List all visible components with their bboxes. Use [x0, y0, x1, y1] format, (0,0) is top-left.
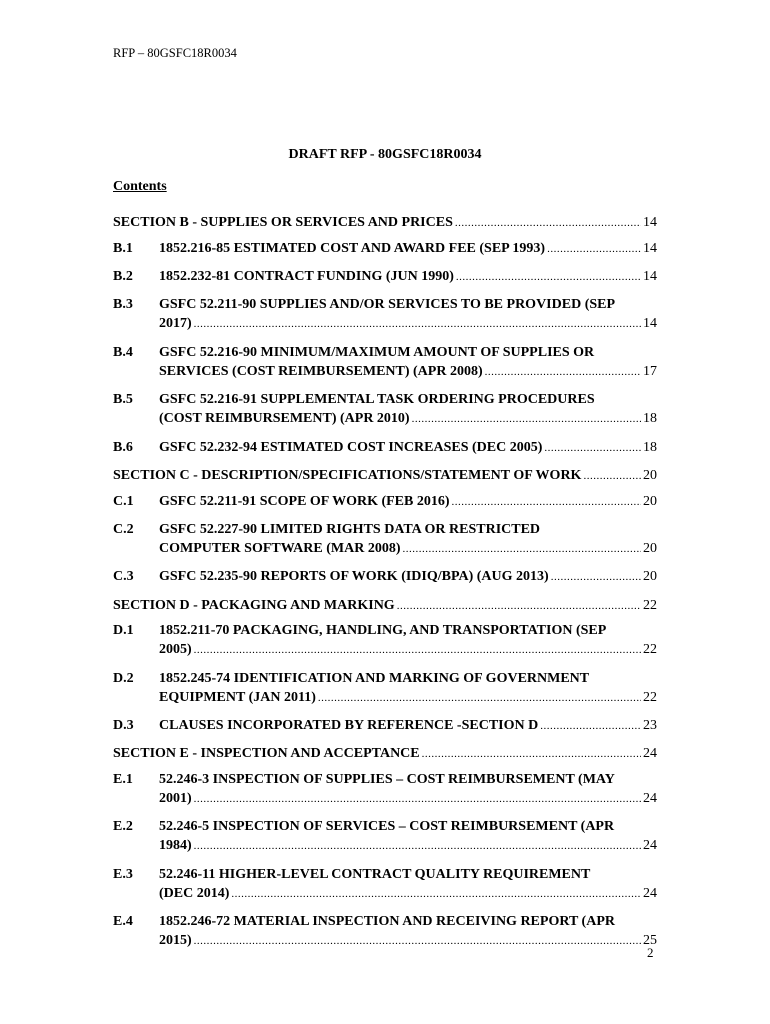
toc-entry-title: 2017)	[159, 316, 192, 332]
toc-entry-title: 2005)	[159, 642, 192, 658]
toc-entry-body	[159, 567, 657, 587]
toc-entry-number: D.2	[113, 670, 134, 686]
toc-entry-body	[159, 239, 657, 259]
toc-page-number: 24	[643, 838, 657, 854]
toc-entry-number: D.1	[113, 623, 134, 639]
toc-entry-body	[159, 621, 657, 660]
toc-dot-leader	[455, 214, 641, 233]
toc-page-number: 18	[643, 439, 657, 455]
toc-page-number: 20	[643, 467, 657, 483]
page-number: 2	[647, 945, 654, 960]
toc-page-number: 23	[643, 718, 657, 734]
toc-entry-title: (COST REIMBURSEMENT) (APR 2010)	[159, 411, 410, 427]
document-title: DRAFT RFP - 80GSFC18R0034	[288, 147, 482, 162]
toc-entry-number: E.4	[113, 914, 133, 930]
toc-dot-leader	[403, 540, 642, 559]
toc-dot-leader	[194, 315, 641, 334]
toc-section-entry[interactable]	[113, 596, 657, 616]
contents-heading: Contents	[113, 179, 167, 194]
toc-entry-number: B.6	[113, 439, 133, 455]
toc-entry-body	[159, 520, 657, 559]
toc-dot-leader	[551, 568, 641, 587]
toc-entry-title: SECTION B - SUPPLIES OR SERVICES AND PRICES	[113, 215, 453, 230]
running-header: RFP – 80GSFC18R0034	[113, 46, 237, 60]
toc-entry-line	[159, 362, 657, 382]
toc-dot-leader	[485, 363, 641, 382]
toc-entry-body	[159, 669, 657, 708]
toc-entry-line	[159, 716, 657, 736]
toc-entry-line	[159, 438, 657, 458]
toc-entry-body	[113, 213, 657, 233]
toc-entry-number: C.1	[113, 493, 134, 509]
toc-entry-title: GSFC 52.227-90 LIMITED RIGHTS DATA OR RESTRICTED	[159, 521, 541, 537]
toc-entry-title: 1852.245-74 IDENTIFICATION AND MARKING OF GOVERNMENT	[159, 670, 590, 686]
toc-dot-leader	[412, 410, 641, 429]
toc-entry-number: E.1	[113, 772, 133, 788]
toc-page-number: 14	[643, 240, 657, 256]
toc-page-number: 14	[643, 316, 657, 332]
toc-dot-leader	[194, 932, 641, 951]
toc-entry-line	[159, 884, 657, 904]
toc-clause-entry[interactable]	[113, 621, 657, 660]
table-of-contents	[113, 213, 657, 960]
toc-entry-body	[159, 295, 657, 334]
toc-entry-title: 52.246-3 INSPECTION OF SUPPLIES – COST REIMBURSEMENT (MAY	[159, 772, 615, 788]
toc-page-number: 20	[643, 540, 657, 556]
toc-clause-entry[interactable]	[113, 865, 657, 904]
toc-entry-line	[159, 836, 657, 856]
toc-dot-leader	[456, 268, 641, 287]
toc-page-number: 17	[643, 363, 657, 379]
toc-dot-leader	[540, 717, 641, 736]
toc-dot-leader	[194, 790, 641, 809]
toc-page-number: 20	[643, 493, 657, 509]
toc-clause-entry[interactable]	[113, 390, 657, 429]
toc-entry-number: B.4	[113, 344, 133, 360]
toc-entry-title: 52.246-5 INSPECTION OF SERVICES – COST REIMBURSEMENT (APR	[159, 819, 615, 835]
toc-section-entry[interactable]	[113, 744, 657, 764]
toc-page-number: 14	[643, 268, 657, 284]
toc-dot-leader	[397, 597, 641, 616]
toc-clause-entry[interactable]	[113, 295, 657, 334]
toc-dot-leader	[544, 439, 641, 458]
toc-entry-line	[159, 688, 657, 708]
toc-entry-line	[159, 343, 657, 362]
toc-entry-body	[113, 596, 657, 616]
toc-entry-title: GSFC 52.232-94 ESTIMATED COST INCREASES (DEC 2005)	[159, 439, 543, 455]
toc-entry-title: SECTION E - INSPECTION AND ACCEPTANCE	[113, 746, 420, 762]
toc-entry-line	[159, 865, 657, 884]
toc-entry-title: 1984)	[159, 838, 192, 854]
toc-clause-entry[interactable]	[113, 492, 657, 512]
toc-entry-line	[159, 931, 657, 951]
toc-dot-leader	[547, 240, 641, 259]
toc-page-number: 25	[643, 933, 657, 949]
toc-entry-title: 2001)	[159, 791, 192, 807]
toc-section-entry[interactable]	[113, 466, 657, 486]
toc-entry-number: B.2	[113, 268, 133, 284]
toc-page-number: 22	[643, 597, 657, 613]
toc-clause-entry[interactable]	[113, 716, 657, 736]
toc-entry-title: 1852.232-81 CONTRACT FUNDING (JUN 1990)	[159, 268, 454, 284]
toc-entry-title: 52.246-11 HIGHER-LEVEL CONTRACT QUALITY REQUIREMENT	[159, 866, 591, 882]
toc-page-number: 18	[643, 411, 657, 427]
toc-entry-line	[159, 314, 657, 334]
toc-clause-entry[interactable]	[113, 239, 657, 259]
toc-entry-line	[159, 390, 657, 409]
toc-entry-title: 1852.216-85 ESTIMATED COST AND AWARD FEE (SEP 1993)	[159, 240, 546, 256]
toc-entry-number: E.2	[113, 819, 133, 835]
toc-entry-body	[159, 438, 657, 458]
toc-dot-leader	[318, 689, 641, 708]
toc-entry-body	[159, 343, 657, 382]
toc-dot-leader	[231, 885, 641, 904]
toc-entry-title: 1852.211-70 PACKAGING, HANDLING, AND TRANSPORTATION (SEP	[159, 623, 607, 639]
toc-entry-body	[159, 865, 657, 904]
toc-page-number: 22	[643, 642, 657, 658]
toc-clause-entry[interactable]	[113, 567, 657, 587]
toc-page-number: 22	[643, 689, 657, 705]
toc-entry-title: GSFC 52.216-91 SUPPLEMENTAL TASK ORDERING PROCEDURES	[159, 392, 595, 408]
toc-entry-line	[113, 466, 657, 486]
toc-entry-line	[159, 789, 657, 809]
toc-entry-line	[159, 520, 657, 539]
toc-entry-number: D.3	[113, 718, 134, 734]
toc-page-number: 24	[643, 746, 657, 762]
toc-entry-title: GSFC 52.211-90 SUPPLIES AND/OR SERVICES TO BE PROVIDED (SEP	[159, 297, 616, 313]
toc-entry-title: COMPUTER SOFTWARE (MAR 2008)	[159, 540, 401, 556]
toc-entry-title: CLAUSES INCORPORATED BY REFERENCE -SECTION D	[159, 718, 539, 734]
toc-entry-body	[159, 817, 657, 856]
toc-entry-line	[159, 239, 657, 259]
toc-entry-body	[159, 267, 657, 287]
toc-entry-title: SECTION C - DESCRIPTION/SPECIFICATIONS/STATEMENT OF WORK	[113, 467, 582, 483]
toc-dot-leader	[194, 641, 641, 660]
toc-entry-line	[159, 817, 657, 836]
toc-page-number: 24	[643, 791, 657, 807]
toc-entry-line	[159, 492, 657, 512]
toc-entry-body	[159, 716, 657, 736]
toc-clause-entry[interactable]	[113, 438, 657, 458]
toc-entry-body	[113, 744, 657, 764]
toc-entry-title: EQUIPMENT (JAN 2011)	[159, 689, 316, 705]
toc-entry-body	[159, 770, 657, 809]
toc-entry-line	[113, 596, 657, 616]
toc-entry-line	[159, 640, 657, 660]
toc-clause-entry[interactable]	[113, 267, 657, 287]
toc-dot-leader	[583, 467, 641, 486]
toc-entry-line	[159, 267, 657, 287]
toc-clause-entry[interactable]	[113, 343, 657, 382]
toc-entry-title: 2015)	[159, 933, 192, 949]
toc-dot-leader	[452, 493, 641, 512]
toc-entry-body	[159, 390, 657, 429]
toc-dot-leader	[422, 745, 641, 764]
toc-entry-number: B.3	[113, 297, 133, 313]
toc-entry-body	[113, 466, 657, 486]
toc-entry-line	[113, 213, 657, 233]
toc-entry-title: 1852.246-72 MATERIAL INSPECTION AND RECEIVING REPORT (APR	[159, 914, 615, 930]
toc-entry-line	[159, 295, 657, 314]
toc-clause-entry[interactable]	[113, 817, 657, 856]
toc-clause-entry[interactable]	[113, 770, 657, 809]
toc-dot-leader	[194, 837, 641, 856]
toc-entry-number: B.5	[113, 392, 133, 408]
toc-entry-body	[159, 492, 657, 512]
toc-clause-entry[interactable]	[113, 520, 657, 559]
toc-entry-title: SECTION D - PACKAGING AND MARKING	[113, 597, 395, 613]
toc-entry-line	[113, 744, 657, 764]
toc-entry-title: GSFC 52.216-90 MINIMUM/MAXIMUM AMOUNT OF SUPPLIES OR	[159, 344, 595, 360]
toc-page-number: 14	[643, 215, 657, 230]
toc-entry-line	[159, 567, 657, 587]
toc-page-number: 20	[643, 569, 657, 585]
toc-clause-entry[interactable]	[113, 912, 657, 951]
toc-entry-number: E.3	[113, 866, 133, 882]
toc-entry-line	[159, 669, 657, 688]
toc-clause-entry[interactable]	[113, 669, 657, 708]
toc-entry-title: (DEC 2014)	[159, 885, 230, 901]
toc-entry-line	[159, 770, 657, 789]
toc-entry-line	[159, 539, 657, 559]
toc-entry-line	[159, 621, 657, 640]
toc-page-number: 24	[643, 885, 657, 901]
toc-entry-number: B.1	[113, 240, 133, 256]
toc-entry-line	[159, 912, 657, 931]
toc-entry-body	[159, 912, 657, 951]
toc-entry-title: GSFC 52.211-91 SCOPE OF WORK (FEB 2016)	[159, 493, 450, 509]
toc-entry-title: SERVICES (COST REIMBURSEMENT) (APR 2008)	[159, 363, 483, 379]
toc-section-entry[interactable]	[113, 213, 657, 233]
toc-entry-title: GSFC 52.235-90 REPORTS OF WORK (IDIQ/BPA) (AUG 2013)	[159, 569, 549, 585]
toc-entry-number: C.3	[113, 569, 134, 585]
toc-entry-number: C.2	[113, 521, 134, 537]
toc-entry-line	[159, 409, 657, 429]
